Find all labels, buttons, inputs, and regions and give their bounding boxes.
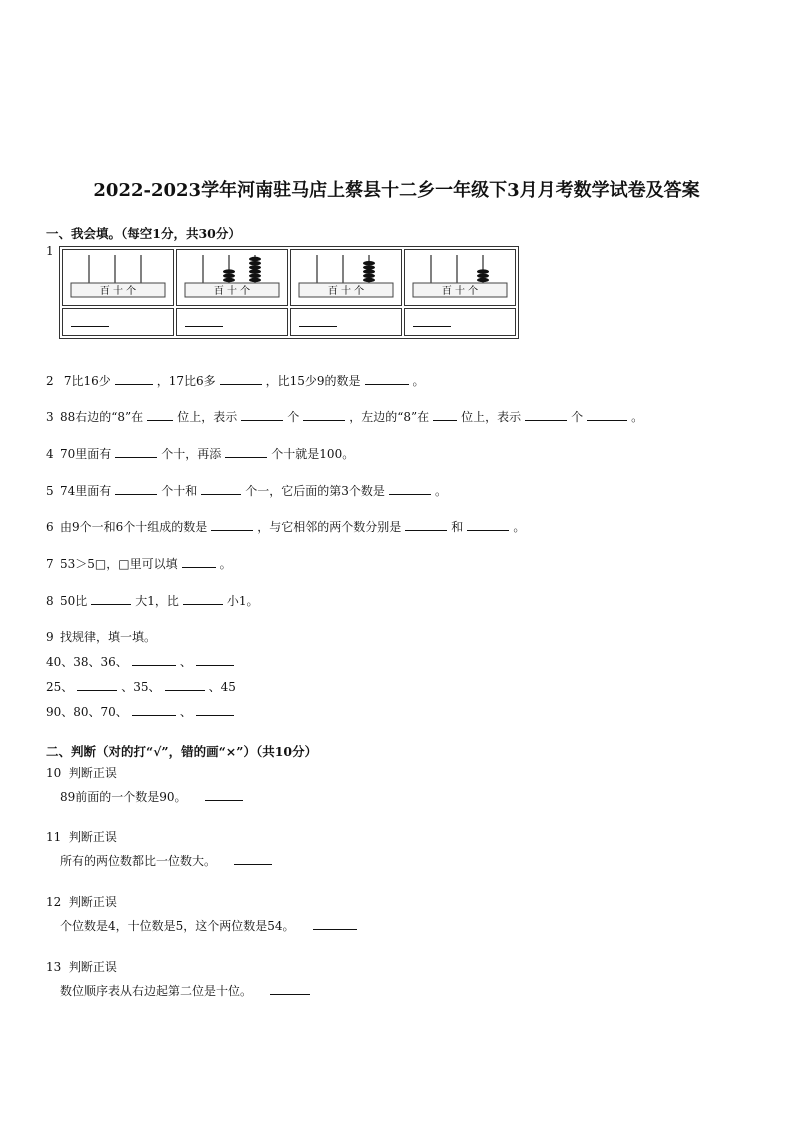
abacus-label: 百 十 个 <box>99 286 137 297</box>
blank[interactable] <box>196 703 234 716</box>
blank[interactable] <box>389 482 431 495</box>
blank[interactable] <box>115 372 153 385</box>
question-6: 6 由9个一和6个十组成的数是 ，与它相邻的两个数分别是 和 。 <box>46 520 526 534</box>
blank[interactable] <box>205 788 243 801</box>
abacus-bead <box>223 269 235 273</box>
blank[interactable] <box>196 653 234 666</box>
question-4: 4 70里面有 个十，再添 个十就是100。 <box>46 447 355 461</box>
question-12-label: 12 判断正误 <box>46 895 117 909</box>
blank[interactable] <box>405 518 447 531</box>
blank[interactable] <box>132 703 176 716</box>
blank[interactable] <box>303 408 345 421</box>
answer-cell[interactable] <box>62 308 174 336</box>
q9-row-3: 90、80、70、 、 <box>46 703 238 720</box>
blank[interactable] <box>525 408 567 421</box>
blank[interactable] <box>201 482 241 495</box>
abacus-bead <box>249 278 261 282</box>
q1-number: 1 <box>46 244 54 258</box>
question-12-text: 个位数是4，十位数是5，这个两位数是54。 <box>60 917 361 934</box>
abacus-bead <box>363 278 375 282</box>
abacus-cell <box>176 249 288 306</box>
question-5: 5 74里面有 个十和 个一，它后面的第3个数是 。 <box>46 484 447 498</box>
q9-row-2: 25、 、35、 、45 <box>46 680 236 694</box>
blank[interactable] <box>91 592 131 605</box>
blank[interactable] <box>132 653 176 666</box>
blank[interactable] <box>270 982 310 995</box>
answer-cell[interactable] <box>176 308 288 336</box>
abacus-label: 百 十 个 <box>213 286 251 297</box>
blank[interactable] <box>225 445 267 458</box>
blank[interactable] <box>220 372 262 385</box>
abacus-bead <box>249 269 261 273</box>
abacus-bead <box>223 278 235 282</box>
question-13-text: 数位顺序表从右边起第二位是十位。 <box>60 982 314 999</box>
abacus-bead <box>477 269 489 273</box>
blank[interactable] <box>165 678 205 691</box>
abacus-bead <box>363 261 375 265</box>
section-2-heading: 二、判断（对的打“√”，错的画“×”）（共10分） <box>46 744 318 759</box>
question-9: 9 找规律，填一填。 <box>46 630 157 644</box>
answer-cell[interactable] <box>290 308 402 336</box>
blank[interactable] <box>211 518 253 531</box>
question-8: 8 50比 大1，比 小1。 <box>46 594 259 608</box>
abacus-table <box>59 246 519 339</box>
blank[interactable] <box>241 408 283 421</box>
blank[interactable] <box>77 678 117 691</box>
abacus-label: 百 十 个 <box>327 286 365 297</box>
abacus-image-2 <box>181 253 283 301</box>
abacus-bead <box>249 257 261 261</box>
blank[interactable] <box>115 445 157 458</box>
abacus-cell <box>404 249 516 306</box>
question-7: 7 53＞5□，□里可以填 。 <box>46 557 232 571</box>
abacus-bead <box>363 265 375 269</box>
question-11-text: 所有的两位数都比一位数大。 <box>60 852 276 869</box>
abacus-cell <box>290 249 402 306</box>
abacus-image-4 <box>409 253 511 301</box>
question-11-label: 11 判断正误 <box>46 830 117 844</box>
answer-cell[interactable] <box>404 308 516 336</box>
abacus-label: 百 十 个 <box>441 286 479 297</box>
abacus-image-1 <box>67 253 169 301</box>
page-title: 2022-2023学年河南驻马店上蔡县十二乡一年级下3月月考数学试卷及答案 <box>93 180 700 201</box>
abacus-cell <box>62 249 174 306</box>
blank[interactable] <box>147 408 173 421</box>
blank[interactable] <box>182 555 216 568</box>
abacus-bead <box>223 274 235 278</box>
question-10-label: 10 判断正误 <box>46 766 117 780</box>
abacus-image-3 <box>295 253 397 301</box>
abacus-bead <box>249 265 261 269</box>
q9-row-1: 40、38、36、 、 <box>46 653 238 670</box>
blank[interactable] <box>115 482 157 495</box>
blank[interactable] <box>433 408 457 421</box>
question-3: 3 88右边的“8”在 位上，表示 个 ，左边的“8”在 位上，表示 个 。 <box>46 410 644 424</box>
question-13-label: 13 判断正误 <box>46 960 117 974</box>
blank[interactable] <box>587 408 627 421</box>
abacus-bead <box>477 274 489 278</box>
blank[interactable] <box>183 592 223 605</box>
abacus-bead <box>477 278 489 282</box>
abacus-bead <box>363 269 375 273</box>
abacus-bead <box>249 261 261 265</box>
blank[interactable] <box>234 852 272 865</box>
abacus-bead <box>249 274 261 278</box>
blank[interactable] <box>365 372 409 385</box>
abacus-bead <box>363 274 375 278</box>
question-10-text: 89前面的一个数是90。 <box>60 788 247 805</box>
section-1-heading: 一、我会填。（每空1分，共30分） <box>46 226 241 241</box>
question-2: 2 7比16少 ，17比6多 ，比15少9的数是 。 <box>46 374 425 388</box>
blank[interactable] <box>467 518 509 531</box>
blank[interactable] <box>313 917 357 930</box>
